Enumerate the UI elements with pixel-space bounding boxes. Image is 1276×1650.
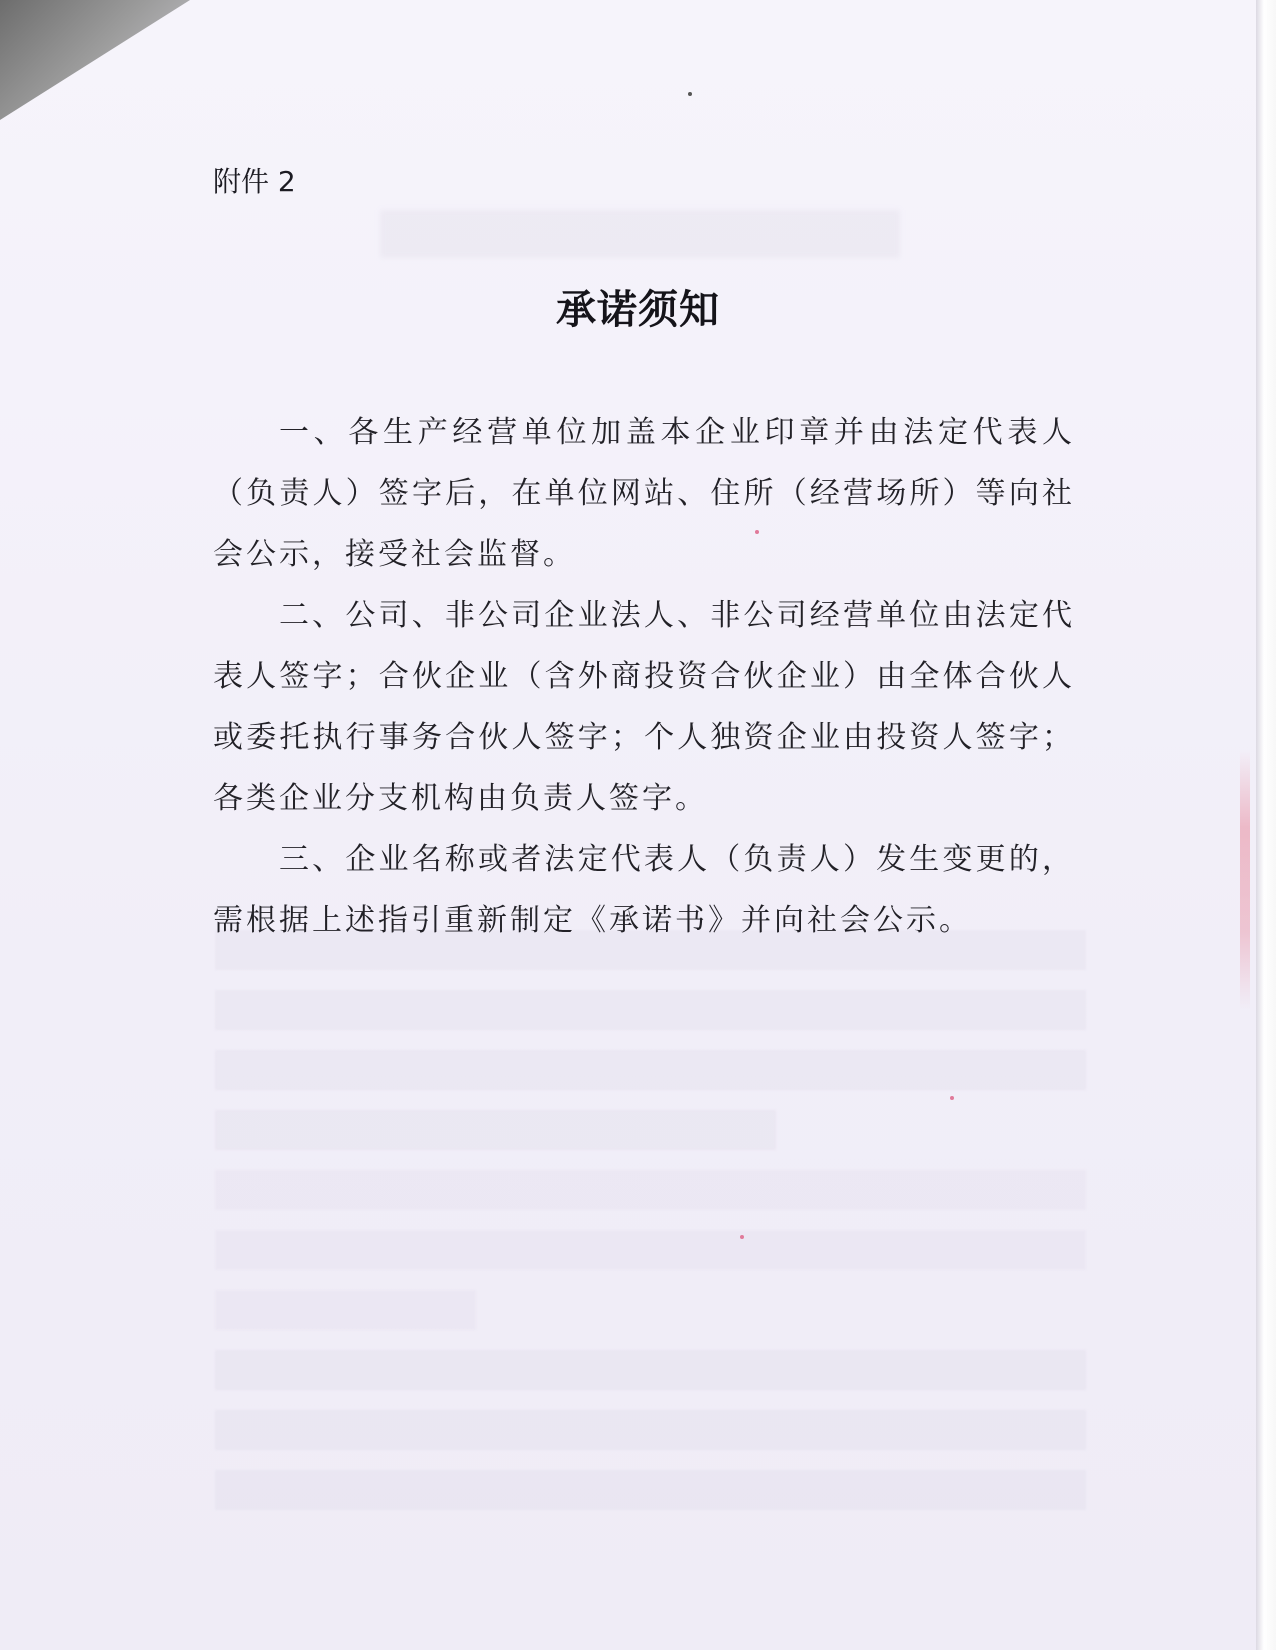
scan-speck [740,1235,744,1239]
show-through-line [215,1050,1086,1090]
paragraph-3: 三、企业名称或者法定代表人（负责人）发生变更的，需根据上述指引重新制定《承诺书》并向社会公示。 [213,842,1075,938]
scan-speck [688,92,692,96]
paper-edge [1256,0,1276,1650]
scan-speck [950,1096,954,1100]
seal-edge-mark [1240,750,1250,1010]
show-through-line [215,1170,1086,1210]
show-through-line [215,1110,776,1150]
show-through-title [380,210,900,258]
paragraph-2: 二、公司、非公司企业法人、非公司经营单位由法定代表人签字；合伙企业（含外商投资合伙企业）由全体合伙人或委托执行事务合伙人签字；个人独资企业由投资人签字；各类企业分支机构由负责人签字。 [213,598,1075,816]
show-through-line [215,990,1086,1030]
document-title: 承诺须知 [556,287,720,333]
document-body [213,402,1075,951]
show-through-line [215,1230,1086,1270]
attachment-label: 附件 2 [213,165,296,198]
show-through-line [215,1470,1086,1510]
show-through-line [215,1350,1086,1390]
show-through-line [215,1290,476,1330]
show-through-line [215,1410,1086,1450]
paragraph-1: 一、各生产经营单位加盖本企业印章并由法定代表人（负责人）签字后，在单位网站、住所（经营场所）等向社会公示，接受社会监督。 [213,415,1075,572]
